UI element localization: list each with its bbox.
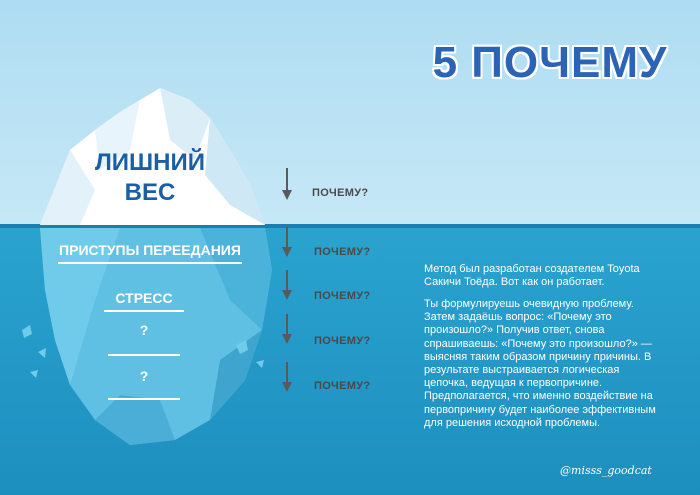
why-label: ПОЧЕМУ? [312,187,369,199]
main-problem-line-2: ВЕС [124,179,176,206]
down-arrow-icon [282,314,292,346]
cause-underline [108,398,180,400]
cause-level-1 [58,242,242,258]
cause-underline [58,262,242,264]
cause-label: ? [139,368,149,384]
down-arrow-icon [282,227,292,259]
description-body: Ты формулируешь очевидную проблему. Затем задаёшь вопрос: «Почему это произошло?» Получив ответ, снова спрашиваешь: «Почему это произошло?» — выясняя таким образом причину причины. В результате выстраивается логическая цепочка, ведущая к первопричине. Предполагается, что именно воздействие на первопричину будет наиболее эффективным для решения исходной проблемы. [424,298,656,429]
down-arrow-icon [282,270,292,302]
why-label: ПОЧЕМУ? [314,380,371,392]
why-label: ПОЧЕМУ? [314,335,371,347]
cause-label: ? [139,322,149,338]
page-title: 5 ПОЧЕМУ [432,38,668,87]
cause-level-4 [108,368,180,384]
ice-fragment [38,348,46,358]
why-label: ПОЧЕМУ? [314,290,371,302]
cause-underline [108,354,180,356]
ice-fragment [22,325,32,338]
down-arrow-icon [282,168,292,200]
cause-label: СТРЕСС [115,290,173,306]
cause-label: ПРИСТУПЫ ПЕРЕЕДАНИЯ [59,242,241,258]
main-problem-label [60,148,240,208]
why-label: ПОЧЕМУ? [314,246,371,258]
author-credit: @misss_goodcat [560,464,652,477]
ice-fragment [30,370,38,378]
cause-underline [104,310,184,312]
cause-level-2 [104,290,184,306]
ice-fragment [256,360,264,368]
down-arrow-icon [282,362,292,394]
main-problem-line-1: ЛИШНИЙ [94,149,206,176]
description-intro: Метод был разработан создателем Toyota Сакичи Тоёда. Вот как он работает. [424,263,640,289]
cause-level-3 [108,322,180,338]
